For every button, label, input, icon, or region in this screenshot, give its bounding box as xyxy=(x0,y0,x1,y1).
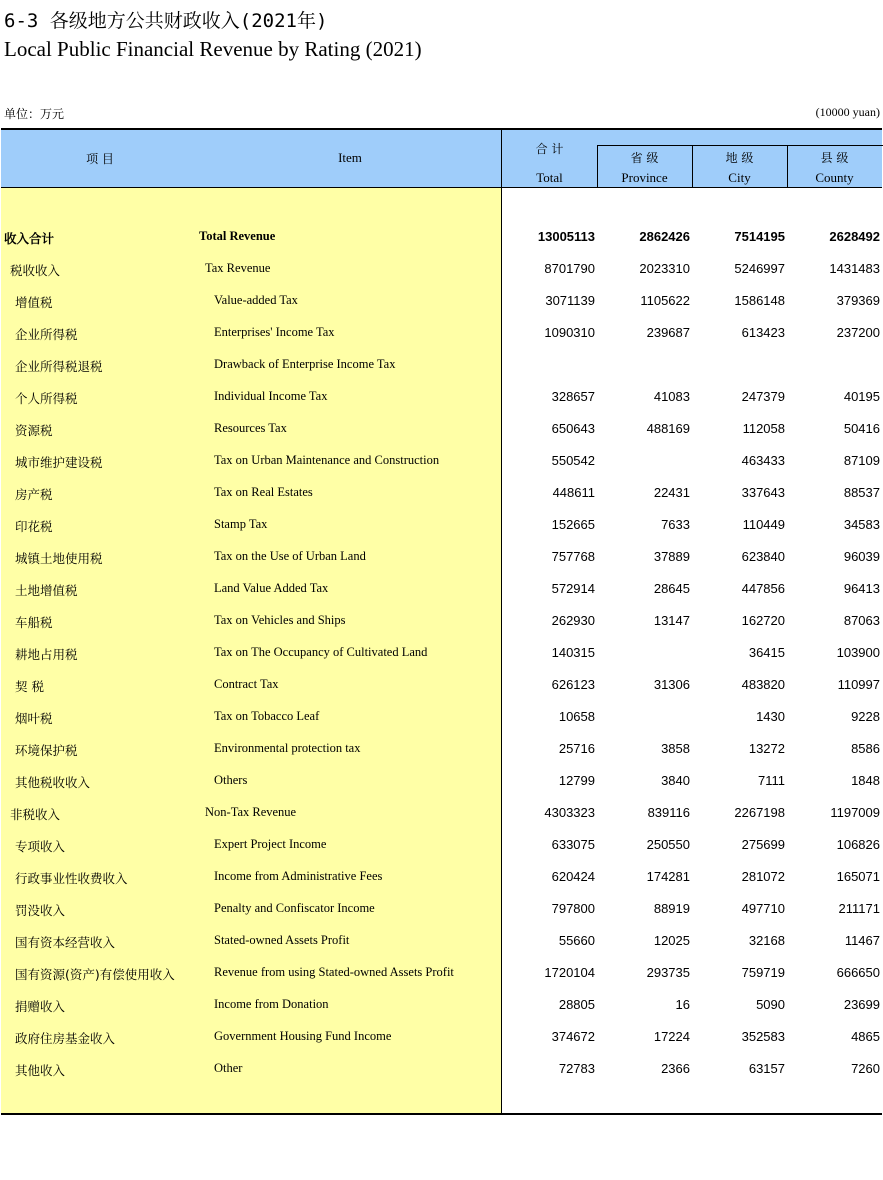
cell-city: 613423 xyxy=(741,325,785,340)
cell-county: 4865 xyxy=(851,1029,880,1044)
row-label-en: Drawback of Enterprise Income Tax xyxy=(214,357,396,371)
row-label-cn: 罚没收入 xyxy=(15,903,66,918)
row-label-en: Value-added Tax xyxy=(214,293,298,307)
cell-province: 250550 xyxy=(646,837,690,852)
header-county-en: County xyxy=(815,170,854,185)
cell-county: 8586 xyxy=(851,741,880,756)
cell-province: 293735 xyxy=(646,965,690,980)
row-label-en: Tax on The Occupancy of Cultivated Land xyxy=(214,645,428,659)
row-label-cn: 城镇土地使用税 xyxy=(15,551,103,566)
cell-province: 17224 xyxy=(653,1029,690,1044)
cell-total: 152665 xyxy=(551,517,595,532)
row-label-cn: 非税收入 xyxy=(10,807,61,822)
table-row xyxy=(0,540,883,572)
row-label-en: Tax on Vehicles and Ships xyxy=(214,613,346,627)
cell-province: 13147 xyxy=(653,613,690,628)
table-row xyxy=(0,764,883,796)
cell-total: 55660 xyxy=(558,933,595,948)
row-label-cn: 资源税 xyxy=(15,423,53,438)
cell-total: 1090310 xyxy=(544,325,595,340)
cell-total: 140315 xyxy=(551,645,595,660)
row-label-en: Non-Tax Revenue xyxy=(205,805,297,819)
cell-total: 13005113 xyxy=(537,229,595,244)
cell-province: 2862426 xyxy=(639,229,690,244)
page-title-cn: 6-3 各级地方公共财政收入(2021年) xyxy=(4,10,328,32)
cell-total: 28805 xyxy=(558,997,595,1012)
cell-county: 9228 xyxy=(851,709,880,724)
row-label-cn: 烟叶税 xyxy=(15,711,53,726)
table-row xyxy=(0,220,883,252)
cell-total: 374672 xyxy=(551,1029,595,1044)
row-label-cn: 其他税收收入 xyxy=(15,775,91,790)
cell-total: 626123 xyxy=(551,677,595,692)
table-row xyxy=(0,668,883,700)
header-total-en: Total xyxy=(536,170,563,185)
row-label-en: Environmental protection tax xyxy=(214,741,361,755)
table-row xyxy=(0,444,883,476)
row-label-en: Tax on Urban Maintenance and Construction xyxy=(214,453,440,467)
row-label-en: Penalty and Confiscator Income xyxy=(214,901,375,915)
row-label-cn: 企业所得税 xyxy=(15,327,78,342)
header-item-cn: 项 目 xyxy=(86,152,114,166)
cell-city: 483820 xyxy=(741,677,785,692)
table-row xyxy=(0,732,883,764)
cell-total: 328657 xyxy=(551,389,595,404)
row-label-en: Other xyxy=(214,1061,243,1075)
cell-province: 239687 xyxy=(646,325,690,340)
table-row xyxy=(0,380,883,412)
table-row xyxy=(0,700,883,732)
cell-county: 103900 xyxy=(836,645,880,660)
row-label-en: Expert Project Income xyxy=(214,837,327,851)
row-label-cn: 税收收入 xyxy=(10,263,61,278)
table-body xyxy=(0,220,883,1084)
row-label-cn: 国有资本经营收入 xyxy=(15,935,116,950)
cell-total: 72783 xyxy=(558,1061,595,1076)
cell-province: 37889 xyxy=(653,549,690,564)
cell-total: 10658 xyxy=(558,709,595,724)
row-label-cn: 房产税 xyxy=(15,487,53,502)
cell-county: 666650 xyxy=(836,965,880,980)
header-city-en: City xyxy=(728,170,751,185)
row-label-cn: 增值税 xyxy=(15,295,53,310)
cell-province: 7633 xyxy=(661,517,690,532)
cell-city: 32168 xyxy=(748,933,785,948)
row-label-cn: 车船税 xyxy=(15,615,53,630)
row-label-cn: 土地增值税 xyxy=(15,583,78,598)
row-label-cn: 印花税 xyxy=(15,519,53,534)
cell-county: 50416 xyxy=(843,421,880,436)
cell-county: 88537 xyxy=(843,485,880,500)
row-label-en: Land Value Added Tax xyxy=(214,581,329,595)
table-row xyxy=(0,348,883,380)
cell-county: 34583 xyxy=(843,517,880,532)
cell-city: 281072 xyxy=(741,869,785,884)
row-label-cn: 其他收入 xyxy=(15,1063,66,1078)
row-label-en: Tax on Tobacco Leaf xyxy=(214,709,320,723)
row-label-en: Tax on the Use of Urban Land xyxy=(214,549,366,563)
row-label-cn: 行政事业性收费收入 xyxy=(15,871,128,886)
cell-total: 1720104 xyxy=(544,965,595,980)
cell-province: 3858 xyxy=(661,741,690,756)
cell-city: 1430 xyxy=(756,709,785,724)
row-label-en: Resources Tax xyxy=(214,421,287,435)
cell-county: 379369 xyxy=(836,293,880,308)
row-label-en: Stated-owned Assets Profit xyxy=(214,933,350,947)
row-label-cn: 国有资源(资产)有偿使用收入 xyxy=(15,967,175,982)
cell-province: 12025 xyxy=(653,933,690,948)
cell-city: 162720 xyxy=(741,613,785,628)
table-row xyxy=(0,604,883,636)
cell-county: 110997 xyxy=(837,677,880,692)
table-row xyxy=(0,892,883,924)
cell-total: 448611 xyxy=(552,485,595,500)
cell-county: 237200 xyxy=(836,325,880,340)
row-label-en: Others xyxy=(214,773,248,787)
cell-province: 28645 xyxy=(653,581,690,596)
cell-county: 87063 xyxy=(843,613,880,628)
cell-county: 11467 xyxy=(844,933,880,948)
cell-province: 2023310 xyxy=(639,261,690,276)
cell-city: 759719 xyxy=(741,965,785,980)
cell-province: 2366 xyxy=(661,1061,690,1076)
row-label-cn: 城市维护建设税 xyxy=(15,455,103,470)
row-label-cn: 企业所得税退税 xyxy=(15,359,103,374)
table-bottom-border xyxy=(1,1113,882,1115)
cell-county: 40195 xyxy=(843,389,880,404)
cell-county: 23699 xyxy=(843,997,880,1012)
cell-county: 87109 xyxy=(843,453,880,468)
table-row xyxy=(0,572,883,604)
cell-city: 110449 xyxy=(742,517,785,532)
table-row xyxy=(0,284,883,316)
row-label-en: Individual Income Tax xyxy=(214,389,328,403)
header-city-cn: 地 级 xyxy=(725,151,754,165)
cell-total: 25716 xyxy=(558,741,595,756)
header-bottom-border xyxy=(1,187,882,188)
cell-city: 247379 xyxy=(741,389,785,404)
header-county-cn: 县 级 xyxy=(820,151,849,165)
table-row xyxy=(0,476,883,508)
table-row xyxy=(0,636,883,668)
cell-total: 8701790 xyxy=(544,261,595,276)
row-label-en: Contract Tax xyxy=(214,677,279,691)
cell-city: 497710 xyxy=(741,901,785,916)
row-label-cn: 耕地占用税 xyxy=(15,647,78,662)
table-row xyxy=(0,1052,883,1084)
row-label-en: Revenue from using Stated-owned Assets Profit xyxy=(214,965,454,979)
cell-county: 211171 xyxy=(838,901,880,916)
row-label-cn: 环境保护税 xyxy=(15,743,78,758)
table-row xyxy=(0,508,883,540)
cell-total: 650643 xyxy=(551,421,595,436)
row-label-en: Stamp Tax xyxy=(214,517,268,531)
table-row xyxy=(0,412,883,444)
cell-city: 275699 xyxy=(741,837,785,852)
cell-city: 63157 xyxy=(748,1061,785,1076)
row-label-en: Tax on Real Estates xyxy=(214,485,313,499)
unit-label-en: (10000 yuan) xyxy=(815,105,880,119)
table-row xyxy=(0,956,883,988)
header-province-en: Province xyxy=(621,170,668,185)
row-label-en: Income from Donation xyxy=(214,997,329,1011)
cell-total: 12799 xyxy=(558,773,595,788)
unit-label-cn: 单位：万元 xyxy=(4,107,65,121)
cell-total: 3071139 xyxy=(545,293,595,308)
row-label-en: Government Housing Fund Income xyxy=(214,1029,392,1043)
cell-total: 572914 xyxy=(551,581,595,596)
table-row xyxy=(0,796,883,828)
cell-county: 165071 xyxy=(836,869,880,884)
cell-county: 96039 xyxy=(843,549,880,564)
row-label-cn: 专项收入 xyxy=(15,839,66,854)
cell-county: 1848 xyxy=(851,773,880,788)
cell-city: 2267198 xyxy=(734,805,785,820)
cell-province: 839116 xyxy=(647,805,690,820)
cell-county: 1197009 xyxy=(830,805,880,820)
cell-province: 41083 xyxy=(653,389,690,404)
cell-total: 757768 xyxy=(551,549,595,564)
cell-county: 1431483 xyxy=(829,261,880,276)
cell-city: 352583 xyxy=(741,1029,785,1044)
cell-county: 106826 xyxy=(836,837,880,852)
cell-province: 22431 xyxy=(653,485,690,500)
row-label-en: Tax Revenue xyxy=(205,261,271,275)
cell-province: 3840 xyxy=(661,773,690,788)
cell-city: 13272 xyxy=(748,741,785,756)
cell-province: 1105622 xyxy=(640,293,690,308)
table-row xyxy=(0,860,883,892)
subheader-line xyxy=(597,145,883,146)
row-label-cn: 政府住房基金收入 xyxy=(15,1031,116,1046)
cell-city: 463433 xyxy=(741,453,785,468)
cell-county: 2628492 xyxy=(829,229,880,244)
table-row xyxy=(0,252,883,284)
cell-city: 7111 xyxy=(758,773,785,788)
cell-total: 620424 xyxy=(551,869,595,884)
row-label-en: Enterprises' Income Tax xyxy=(214,325,335,339)
cell-province: 174281 xyxy=(646,869,690,884)
table-top-border xyxy=(1,128,882,130)
cell-city: 5090 xyxy=(756,997,785,1012)
cell-city: 1586148 xyxy=(734,293,785,308)
table-row xyxy=(0,988,883,1020)
row-label-cn: 收入合计 xyxy=(4,231,55,246)
cell-province: 31306 xyxy=(653,677,690,692)
row-label-cn: 契 税 xyxy=(15,679,44,694)
cell-total: 633075 xyxy=(551,837,595,852)
cell-total: 262930 xyxy=(551,613,595,628)
table-row xyxy=(0,316,883,348)
header-province-cn: 省 级 xyxy=(630,151,659,165)
row-label-en: Total Revenue xyxy=(199,229,276,243)
cell-city: 337643 xyxy=(741,485,785,500)
cell-total: 797800 xyxy=(551,901,595,916)
table-row xyxy=(0,924,883,956)
table-row xyxy=(0,1020,883,1052)
cell-city: 623840 xyxy=(741,549,785,564)
cell-province: 16 xyxy=(675,997,690,1012)
page-title-en: Local Public Financial Revenue by Rating (2021) xyxy=(4,37,422,61)
cell-county: 7260 xyxy=(851,1061,880,1076)
header-item-en: Item xyxy=(338,150,362,165)
header-total-cn: 合 计 xyxy=(535,142,564,156)
cell-city: 7514195 xyxy=(734,229,785,244)
cell-county: 96413 xyxy=(843,581,880,596)
cell-total: 4303323 xyxy=(544,805,595,820)
cell-city: 447856 xyxy=(741,581,785,596)
row-label-en: Income from Administrative Fees xyxy=(214,869,383,883)
row-label-cn: 个人所得税 xyxy=(15,391,78,406)
table-row xyxy=(0,828,883,860)
cell-city: 5246997 xyxy=(734,261,785,276)
cell-province: 488169 xyxy=(646,421,690,436)
row-label-cn: 捐赠收入 xyxy=(15,999,66,1014)
cell-total: 550542 xyxy=(551,453,595,468)
cell-city: 112058 xyxy=(742,421,785,436)
cell-province: 88919 xyxy=(653,901,690,916)
cell-city: 36415 xyxy=(748,645,785,660)
